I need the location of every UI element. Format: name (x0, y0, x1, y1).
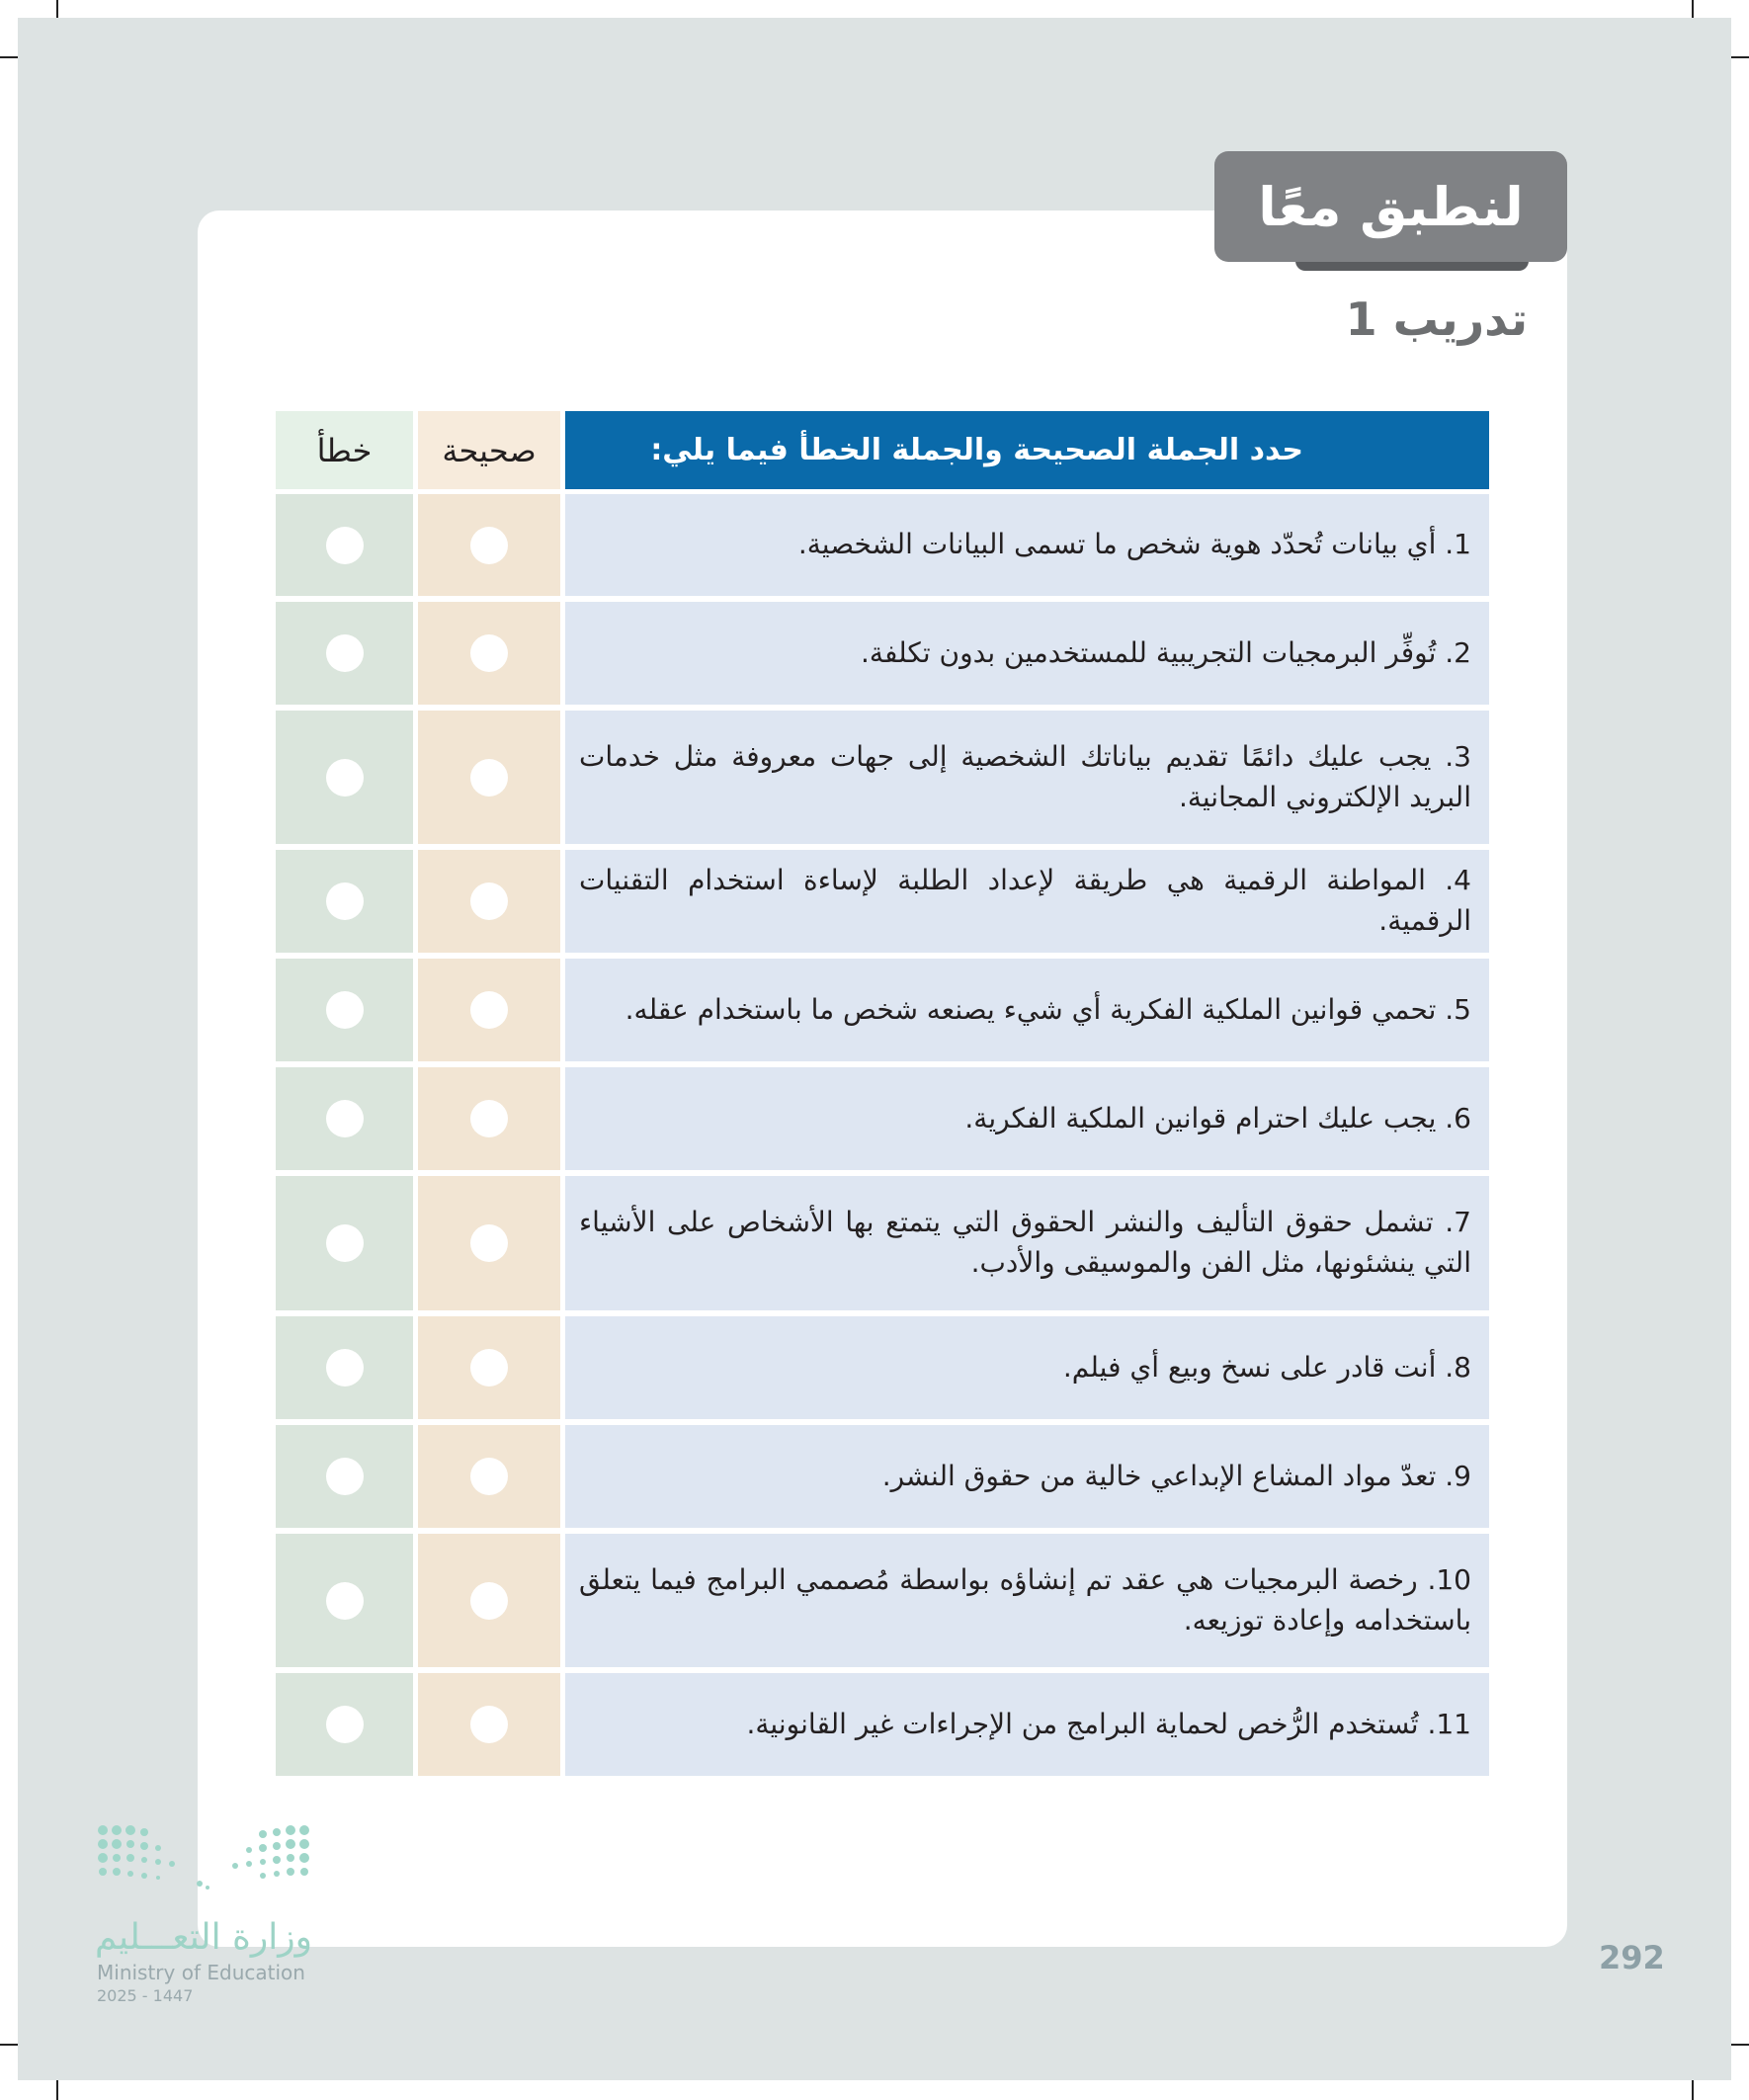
true-radio[interactable] (470, 882, 508, 920)
false-radio[interactable] (326, 1100, 364, 1137)
true-radio[interactable] (470, 1224, 508, 1262)
false-cell (276, 959, 413, 1061)
false-radio[interactable] (326, 882, 364, 920)
page-number: 292 (1599, 1939, 1665, 1976)
false-radio[interactable] (326, 1224, 364, 1262)
true-cell (418, 494, 560, 596)
table-row (0, 1067, 1749, 1170)
true-radio[interactable] (470, 759, 508, 797)
true-radio[interactable] (470, 1706, 508, 1743)
table-instruction-header (565, 411, 1489, 489)
table-row (0, 711, 1749, 844)
question-text: 8. أنت قادر على نسخ وبيع أي فيلم. (565, 1316, 1489, 1419)
false-cell (276, 1176, 413, 1310)
false-cell (276, 1534, 413, 1667)
false-cell (276, 711, 413, 844)
ministry-logo-arabic: وزارة التعـــليم (95, 1917, 313, 1958)
question-text: 4. المواطنة الرقمية هي طريقة لإعداد الطلبة لإساءة استخدام التقنيات الرقمية. (565, 850, 1489, 953)
false-radio[interactable] (326, 991, 364, 1029)
question-text: 5. تحمي قوانين الملكية الفكرية أي شيء يصنعه شخص ما باستخدام عقله. (565, 959, 1489, 1061)
ministry-logo-icon (97, 1824, 310, 1897)
table-row (0, 850, 1749, 953)
table-row (0, 1176, 1749, 1310)
false-radio[interactable] (326, 1349, 364, 1386)
false-cell (276, 494, 413, 596)
true-cell (418, 1673, 560, 1776)
true-cell (418, 1176, 560, 1310)
true-column-header: صحيحة (418, 411, 560, 489)
true-cell (418, 1425, 560, 1528)
false-radio[interactable] (326, 1458, 364, 1495)
false-cell (276, 1425, 413, 1528)
question-text: 3. يجب عليك دائمًا تقديم بياناتك الشخصية إلى جهات معروفة مثل خدمات البريد الإلكتروني المجانية. (565, 711, 1489, 844)
table-row (0, 494, 1749, 596)
question-text: 7. تشمل حقوق التأليف والنشر الحقوق التي يتمتع بها الأشخاص على الأشياء التي ينشئونها، مثل الفن والموسيقى والأدب. (565, 1176, 1489, 1310)
false-radio[interactable] (326, 527, 364, 564)
exercise-title: تدريب 1 (1345, 293, 1528, 346)
ministry-logo-year: 2025 - 1447 (97, 1986, 194, 2005)
table-row (0, 602, 1749, 705)
true-cell (418, 602, 560, 705)
section-banner: لنطبق معًا (1214, 151, 1567, 262)
false-cell (276, 1316, 413, 1419)
true-radio[interactable] (470, 1458, 508, 1495)
instruction-text: حدد الجملة الصحيحة والجملة الخطأ فيما يلي: (650, 433, 1303, 467)
true-cell (418, 1316, 560, 1419)
question-text: 11. تُستخدم الرُّخص لحماية البرامج من الإجراءات غير القانونية. (565, 1673, 1489, 1776)
table-row (0, 1534, 1749, 1667)
true-cell (418, 711, 560, 844)
false-radio[interactable] (326, 1582, 364, 1620)
false-cell (276, 850, 413, 953)
false-radio[interactable] (326, 634, 364, 672)
false-radio[interactable] (326, 759, 364, 797)
question-text: 6. يجب عليك احترام قوانين الملكية الفكرية. (565, 1067, 1489, 1170)
table-row (0, 1673, 1749, 1776)
table-row (0, 959, 1749, 1061)
true-radio[interactable] (470, 527, 508, 564)
true-radio[interactable] (470, 1582, 508, 1620)
question-text: 10. رخصة البرمجيات هي عقد تم إنشاؤه بواسطة مُصممي البرامج فيما يتعلق باستخدامه وإعادة توزيعه. (565, 1534, 1489, 1667)
ministry-logo-english: Ministry of Education (97, 1961, 305, 1984)
true-cell (418, 1067, 560, 1170)
true-radio[interactable] (470, 991, 508, 1029)
true-cell (418, 959, 560, 1061)
false-column-header: خطأ (276, 411, 413, 489)
true-cell (418, 1534, 560, 1667)
true-cell (418, 850, 560, 953)
false-cell (276, 1673, 413, 1776)
table-row (0, 1316, 1749, 1419)
true-radio[interactable] (470, 1349, 508, 1386)
table-row (0, 1425, 1749, 1528)
false-cell (276, 1067, 413, 1170)
false-cell (276, 602, 413, 705)
false-radio[interactable] (326, 1706, 364, 1743)
question-text: 1. أي بيانات تُحدّد هوية شخص ما تسمى البيانات الشخصية. (565, 494, 1489, 596)
question-text: 2. تُوفِّر البرمجيات التجريبية للمستخدمين بدون تكلفة. (565, 602, 1489, 705)
true-radio[interactable] (470, 1100, 508, 1137)
true-radio[interactable] (470, 634, 508, 672)
question-text: 9. تعدّ مواد المشاع الإبداعي خالية من حقوق النشر. (565, 1425, 1489, 1528)
